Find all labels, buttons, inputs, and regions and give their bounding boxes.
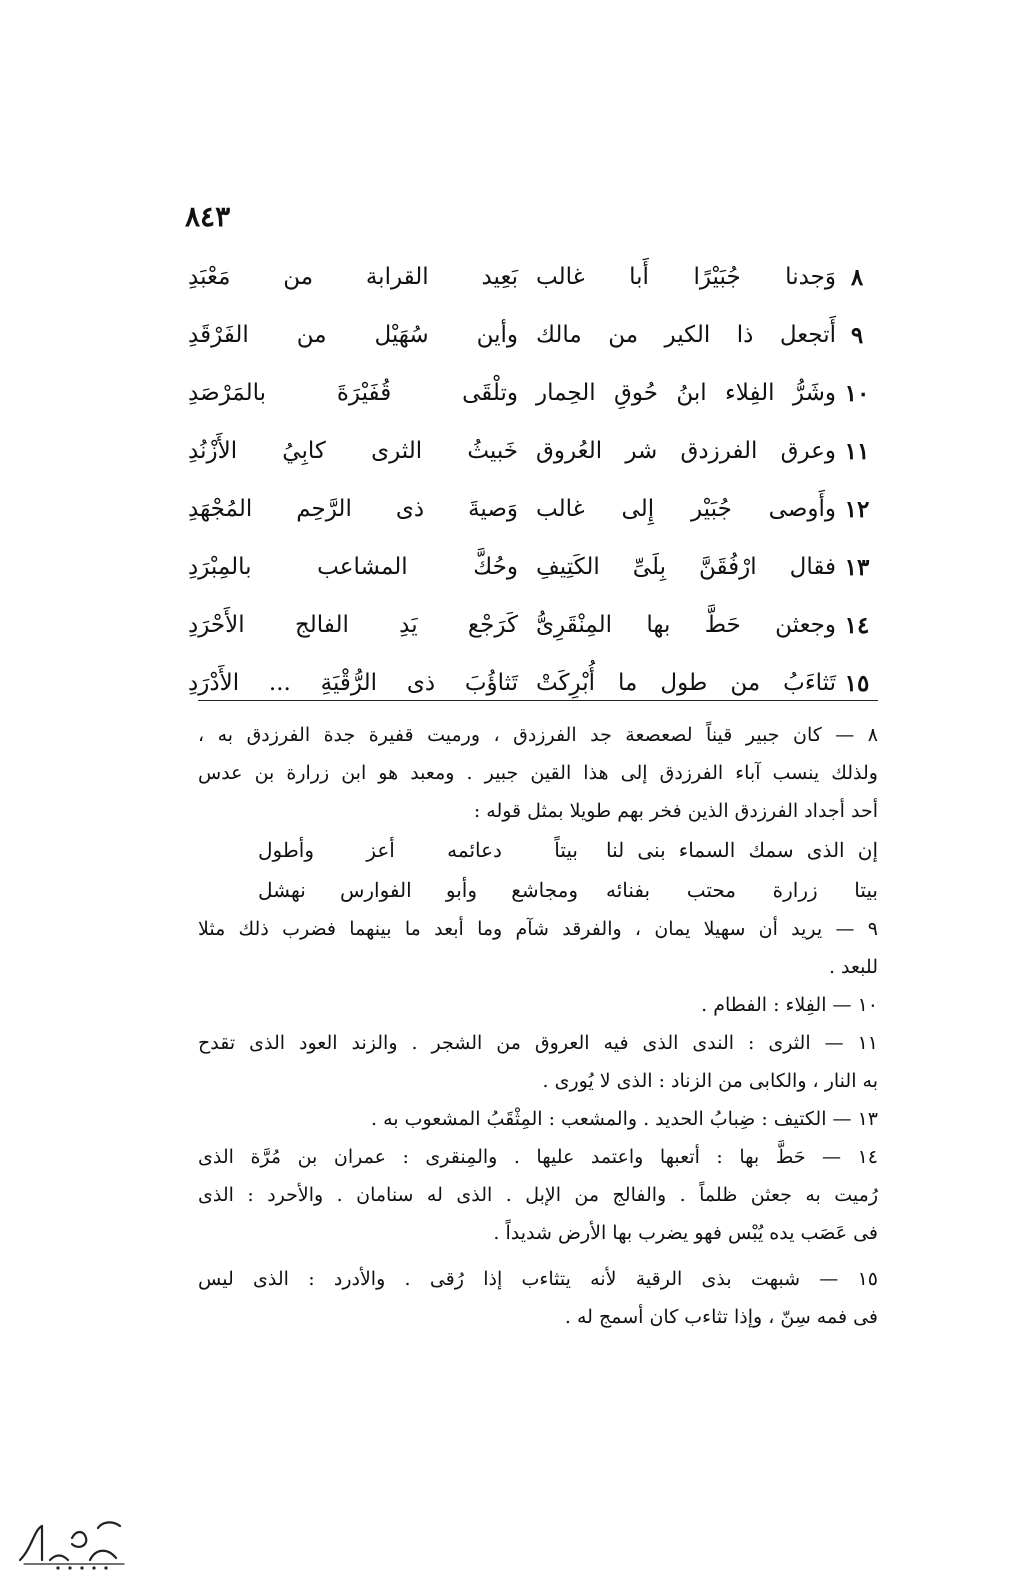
verse-number: ١٣ [844,553,870,581]
footnote-line: ٩ — يريد أن سهيلا يمان ، والفرقد شآم وما أبعد ما بينهما فضرب ذلك مثلا [198,918,878,940]
quoted-verse-second: ومجاشع وأبو الفوارس نهشل [258,878,578,902]
verse-second-hemistich: وأين سُهَيْل من الفَرْقَدِ [188,322,518,348]
footnote-line: رُميت به جعثن ظلماً . والفالج من الإبل . الذى له سنامان . والأحرد : الذى [198,1184,878,1206]
verse-first-hemistich: وجعثن حَطَّ بها المِنْقَرِىُّ [536,612,836,638]
footnote-line: للبعد . [828,956,878,978]
verse-number: ٩ [850,321,864,349]
verse-row [188,364,878,422]
verse-row [188,248,878,306]
verse-second-hemistich: كَرَجْع يَدِ الفالج الأَحْرَدِ [188,612,518,638]
verse-number: ١٢ [844,495,870,523]
verse-second-hemistich: وتلْقَى قُفَيْرَةَ بالمَرْصَدِ [188,380,518,406]
verse-second-hemistich: بَعِيد القرابة من مَعْبَدِ [188,264,518,290]
footnote-divider [198,700,878,701]
verse-first-hemistich: وَجدنا جُبَيْرًا أَبا غالب [536,264,836,290]
footnote-line: ١٠ — الفِلاء : الفطام . [701,994,878,1016]
footnote-line: فى عَصَب يده يُبْس فهو يضرب بها الأرض شديداً . [493,1222,878,1244]
quoted-verse [198,870,878,910]
verse-number: ٨ [850,263,864,291]
library-stamp-logo [12,1508,132,1578]
verse-number: ١٠ [844,379,870,407]
verse-second-hemistich: خَبيثُ الثرى كابِيُ الأَزْنُدِ [188,438,518,464]
poem-verses [188,248,878,712]
footnote-line: ١١ — الثرى : الندى الذى فيه العروق من الشجر . والزند العود الذى تقدح [198,1032,878,1054]
quoted-verse [198,830,878,870]
footnotes [198,716,878,1336]
verse-row [188,596,878,654]
verse-first-hemistich: تَثاءَبُ من طول ما أُبْرِكَتْ [536,670,836,696]
verse-row [188,422,878,480]
verse-row [188,306,878,364]
verse-second-hemistich: وَصيةَ ذى الرَّحِم المُجْهَدِ [188,496,518,522]
verse-number: ١١ [844,437,870,465]
verse-first-hemistich: فقال ارْفُقَنَّ بِلَىِّ الكَتِيفِ [536,554,836,580]
footnote-line: فى فمه سِنّ ، وإذا تثاءب كان أسمج له . [564,1306,878,1328]
verse-first-hemistich: أَتجعل ذا الكير من مالك [536,322,836,348]
quoted-verse-first: بيتا زرارة محتب بفنائه [606,878,878,902]
verse-row [188,480,878,538]
verse-second-hemistich: وحُكَّ المشاعب بالمِبْرَدِ [188,554,518,580]
verse-first-hemistich: وأَوصى جُبَيْر إِلى غالب [536,496,836,522]
verse-row [188,538,878,596]
footnote-line: أحد أجداد الفرزدق الذين فخر بهم طويلا بمثل قوله : [473,800,878,822]
verse-number: ١٤ [844,611,870,639]
footnote-line: ١٣ — الكتيف : ضِبابُ الحديد . والمشعب : المِثْقَبُ المشعوب به . [371,1108,878,1130]
page-number: ٨٤٣ [185,200,231,233]
quoted-verse-second: بيتاً دعائمه أعز وأطول [258,838,578,862]
verse-second-hemistich: تَثاؤُبَ ذى الرُّقْيَةِ ... الأَدْرَدِ [188,670,518,696]
verse-number: ١٥ [844,669,870,697]
footnote-line: ولذلك ينسب آباء الفرزدق إلى هذا القين جبير . ومعبد هو ابن زرارة بن عدس [198,762,878,784]
footnote-line: ٨ — كان جبير قيناً لصعصعة جد الفرزدق ، ورميت قفيرة جدة الفرزدق به ، [198,724,878,746]
quoted-verse-first: إن الذى سمك السماء بنى لنا [606,838,878,862]
footnote-line: به النار ، والكابى من الزناد : الذى لا يُورى . [542,1070,878,1092]
footnote-line: ١٥ — شبهت بذى الرقية لأنه يتثاءب إذا رُقى . والأدرد : الذى ليس [198,1268,878,1290]
verse-first-hemistich: وشَرُّ الفِلاء ابنُ حُوقِ الحِمار [536,380,836,406]
verse-first-hemistich: وعرق الفرزدق شر العُروق [536,438,836,464]
footnote-line: ١٤ — حَطَّ بها : أتعبها واعتمد عليها . والمِنقرى : عمران بن مُرَّة الذى [198,1146,878,1168]
verse-row [188,654,878,712]
